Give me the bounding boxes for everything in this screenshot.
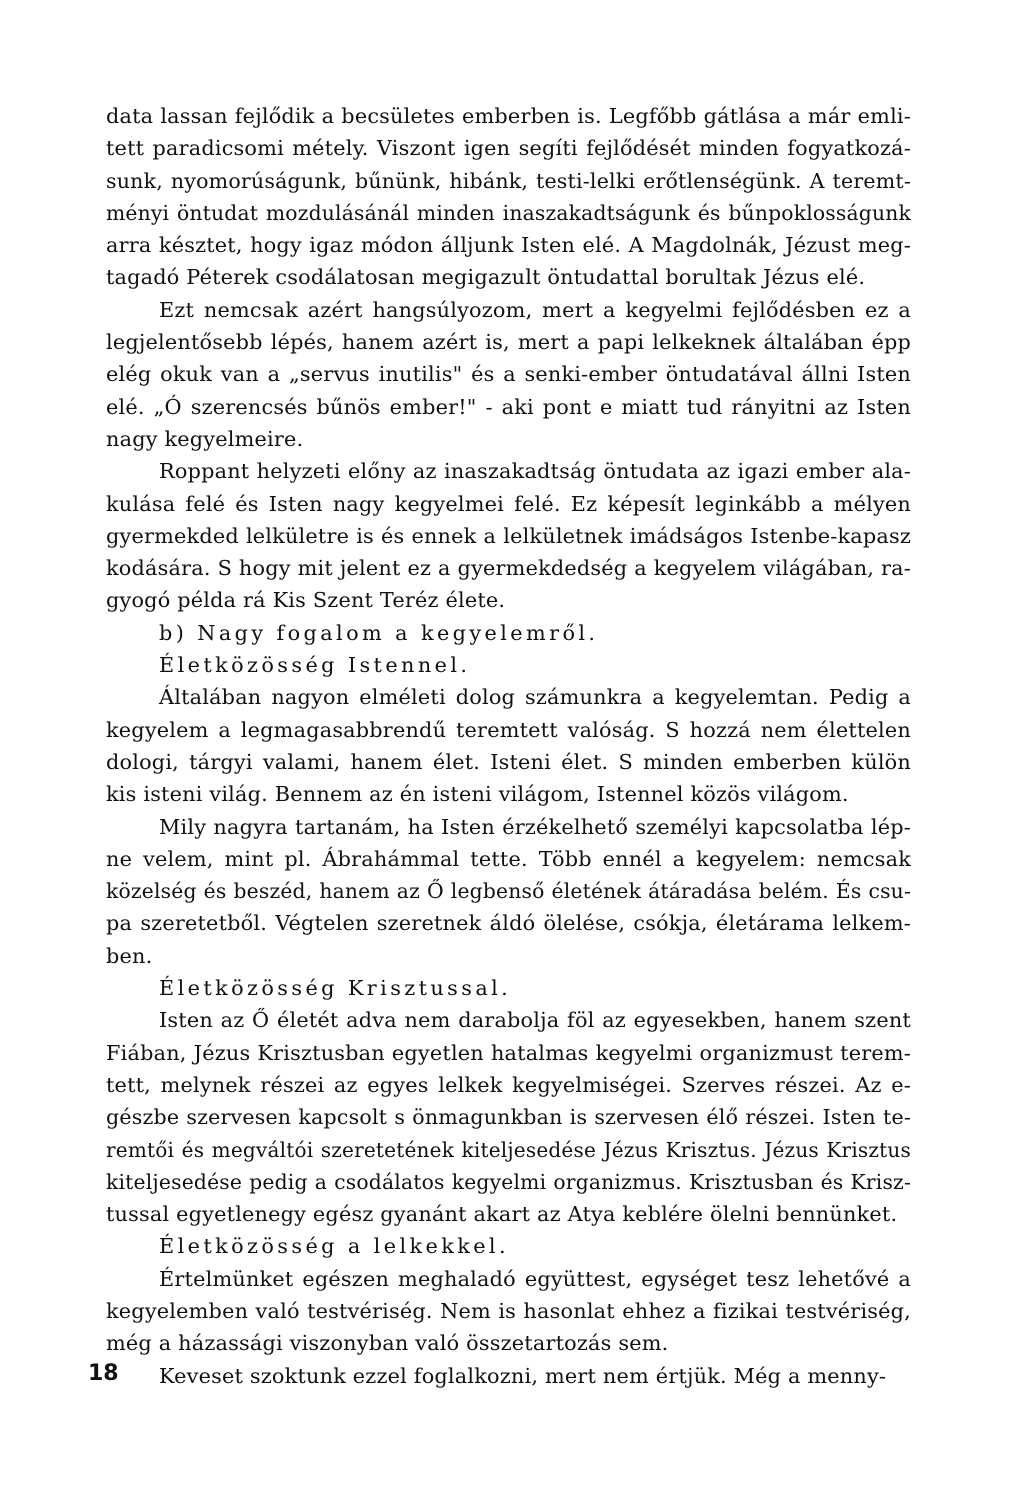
text-line: data lassan fejlődik a becsületes emberben is. Legfőbb gátlása a már emli- (106, 104, 911, 128)
text-line: még a házassági viszonyban való összetartozás sem. (106, 1331, 669, 1356)
text-line: arra késztet, hogy igaz módon álljunk Isten elé. A Magdolnák, Jézust meg- (106, 233, 911, 258)
text-line: gyermekded lelkületre is és ennek a lelkületnek imádságos Istenbe-kapasz (106, 523, 911, 548)
text-line: Keveset szoktunk ezzel foglalkozni, mert nem értjük. Még a menny- (159, 1363, 887, 1388)
text-line: tett paradicsomi métely. Viszont igen segíti fejlődését minden fogyatkozá- (106, 136, 911, 161)
section-heading: b) Nagy fogalom a kegyelemről. (159, 620, 599, 645)
text-line: elég okuk van a „servus inutilis" és a senki-ember öntudatával állni Isten (106, 362, 911, 387)
text-line: ményi öntudat mozdulásánál minden inaszakadtságunk és bűnpoklosságunk (106, 200, 911, 225)
text-line: remtői és megváltói szeretetének kiteljesedése Jézus Krisztus. Jézus Krisztus (106, 1137, 911, 1162)
text-line: Isten az Ő életét adva nem darabolja föl az egyesekben, hanem szent (159, 1008, 911, 1033)
text-line: Roppant helyzeti előny az inaszakadtság öntudata az igazi ember ala- (159, 459, 911, 484)
text-line: dologi, tárgyi valami, hanem élet. Isteni élet. S minden emberben külön (106, 749, 911, 774)
page-number: 18 (88, 1361, 119, 1386)
text-line: Általában nagyon elméleti dolog számunkra a kegyelemtan. Pedig a (159, 685, 911, 710)
section-heading: Életközösség Istennel. (159, 653, 471, 678)
text-line: tussal egyetlenegy egész gyanánt akart az Atya keblére ölelni bennünket. (106, 1202, 898, 1227)
text-line: kiteljesedése pedig a csodálatos kegyelmi organizmus. Krisztusban és Krisz- (106, 1169, 911, 1194)
text-line: nagy kegyelmeire. (106, 426, 304, 451)
section-heading: Életközösség Krisztussal. (159, 976, 512, 1001)
text-line: gészbe szervesen kapcsolt s önmagunkban is szervesen élő részei. Isten te- (106, 1105, 911, 1130)
text-line: tagadó Péterek csodálatosan megigazult öntudattal borultak Jézus elé. (106, 265, 866, 290)
text-line: ben. (106, 943, 153, 968)
text-line: elé. „Ó szerencsés bűnös ember!" - aki pont e miatt tud rányitni az Isten (106, 394, 911, 419)
text-line: Mily nagyra tartanám, ha Isten érzékelhető személyi kapcsolatba lép- (159, 814, 911, 839)
text-line: kulása felé és Isten nagy kegyelmei felé. Ez képesít leginkább a mélyen (106, 491, 911, 516)
text-line: sunk, nyomorúságunk, bűnünk, hibánk, testi-lelki erőtlenségünk. A teremt- (106, 168, 911, 193)
text-line: pa szeretetből. Végtelen szeretnek áldó ölelése, csókja, életárama lelkem- (106, 911, 911, 936)
text-line: legjelentősebb lépés, hanem azért is, mert a papi lelkeknek általában épp (106, 330, 911, 355)
text-line: Értelmünket egészen meghaladó együttest, egységet tesz lehetővé a (159, 1266, 911, 1291)
text-line: Fiában, Jézus Krisztusban egyetlen hatalmas kegyelmi organizmust terem- (106, 1040, 911, 1065)
text-column (106, 100, 911, 1392)
text-line: kegyelem a legmagasabbrendű teremtett valóság. S hozzá nem élettelen (106, 717, 911, 742)
text-line: tett, melynek részei az egyes lelkek kegyelmiségei. Szerves részei. Az e- (106, 1072, 911, 1097)
text-line: ne velem, mint pl. Ábrahámmal tette. Több ennél a kegyelem: nemcsak (106, 846, 911, 871)
text-line: Ezt nemcsak azért hangsúlyozom, mert a kegyelmi fejlődésben ez a (159, 297, 911, 322)
text-line: kegyelemben való testvériség. Nem is hasonlat ehhez a fizikai testvériség, (106, 1298, 911, 1323)
text-line: gyogó példa rá Kis Szent Teréz élete. (106, 588, 506, 613)
section-heading: Életközösség a lelkekkel. (159, 1234, 509, 1259)
text-line: kis isteni világ. Bennem az én isteni világom, Istennel közös világom. (106, 782, 849, 807)
text-line: kodására. S hogy mit jelent ez a gyermekdedség a kegyelem világában, ra- (106, 556, 911, 581)
text-line: közelség és beszéd, hanem az Ő legbenső életének átáradása belém. És csu- (106, 879, 911, 904)
